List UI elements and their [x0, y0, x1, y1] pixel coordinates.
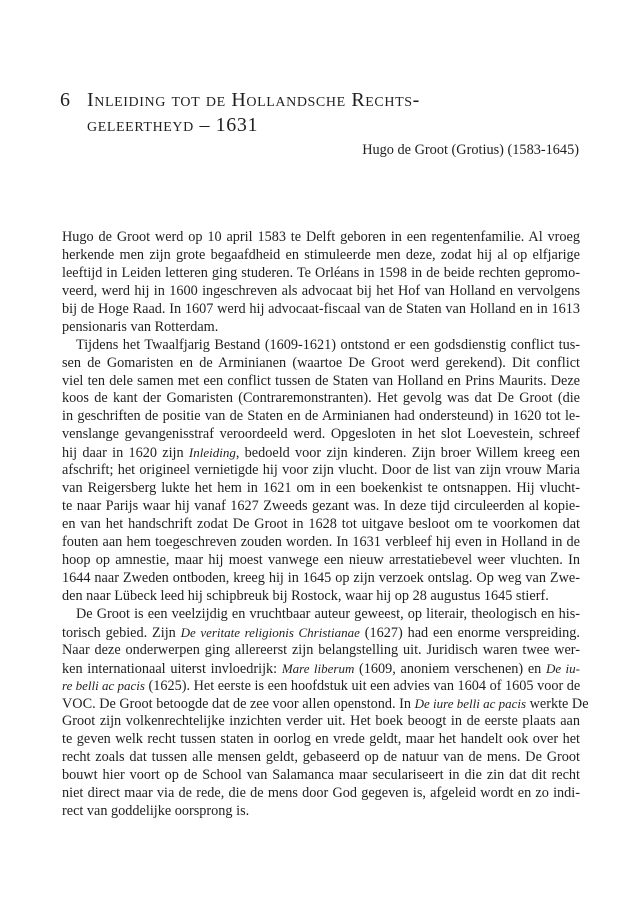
- body-text: [62, 229, 589, 821]
- text-line: pensionaris van Rotterdam.: [62, 318, 219, 335]
- text-line: torisch gebied. Zijn De veritate religionis Christianae (1627) had een enorme verspreiding.: [62, 624, 580, 641]
- italic-title: De iure belli ac pacis: [414, 696, 527, 712]
- chapter-heading: [60, 88, 590, 138]
- text-line: VOC. De Groot betoogde dat de zee voor allen openstond. In De iure belli ac pacis werkte De: [62, 696, 589, 713]
- text-line: van Reigersberg lukte het hem in 1621 om in een boekenkist te ontsnappen. Hij vlucht-: [62, 480, 580, 497]
- text-line: venslange gevangenisstraf veroordeeld werd. Opgesloten in het slot Loevestein, schreef: [62, 426, 580, 443]
- chapter-heading-line-2: [60, 113, 590, 138]
- text-line: te naar Parijs waar hij vanaf 1627 Zweeds gezant was. In deze tijd circuleerden al kopie-: [62, 498, 580, 515]
- text-line: De Groot is een veelzijdig en vruchtbaar auteur geweest, op literair, theologisch en his-: [76, 605, 580, 622]
- text-line: in geschriften de positie van de Staten en de Arminianen had ondersteund) in 1620 tot le-: [62, 408, 580, 425]
- chapter-title-line-1: Inleiding tot de Hollandsche Rechts-: [87, 89, 420, 111]
- paragraph: [62, 337, 580, 606]
- italic-title: De veritate religionis Christianae: [180, 624, 360, 640]
- text-line: rect van goddelijke oorsprong is.: [62, 803, 250, 819]
- text-line: te geven welk recht tussen staten in oorlog en vrede geldt, maar het handelt ook over het: [62, 731, 580, 748]
- text-line: en van het handschrift zodat De Groot in 1628 tot uitgave besloot om te voorkomen dat: [62, 516, 580, 532]
- text-line: re belli ac pacis (1625). Het eerste is een hoofdstuk uit een advies van 1604 of 1605 voor de: [62, 678, 581, 695]
- italic-title: Mare liberum: [281, 660, 355, 676]
- text-line: ken internationaal uiterst invloedrijk: Mare liberum (1609, anoniem verschenen) en De iu-: [62, 660, 580, 677]
- author-attribution: Hugo de Groot (Grotius) (1583-1645): [362, 142, 579, 158]
- paragraph: [62, 229, 580, 337]
- text-line: Hugo de Groot werd op 10 april 1583 te Delft geboren in een regentenfamilie. Al vroeg: [62, 229, 580, 245]
- text-line: sen de Gomaristen en de Arminianen (waartoe De Groot werd gerekend). Dit conflict: [62, 354, 580, 371]
- text-line: Naar deze onderwerpen ging allereerst zijn belangstelling uit. Juridisch waren twee wer-: [62, 641, 580, 658]
- text-line: recht zoals dat tussen alle mensen geldt, gebaseerd op de natuur van de mens. De Groot: [62, 749, 580, 766]
- text-line: koos de kant der Gomaristen (Contraremonstranten). Het gevolg was dat De Groot (die: [62, 390, 580, 407]
- text-line: hoop op amnestie, maar hij moest vanwege een nieuw arrestatiebevel weer vluchten. In: [62, 551, 580, 568]
- italic-title: re belli ac pacis: [62, 678, 145, 694]
- text-line: hij daar in 1620 zijn Inleiding, bedoeld voor zijn kinderen. Zijn broer Willem kreeg een: [62, 445, 581, 462]
- text-line: niet direct maar via de rede, die de mens door God gegeven is, afgeleid wordt en zo indi-: [62, 785, 580, 802]
- text-line: Groot zijn volkenrechtelijke inzichten verder uit. Het boek beoogt in de eerste plaats aan: [62, 713, 580, 730]
- text-line: bij de Hoge Raad. In 1607 werd hij advocaat-fiscaal van de Staten van Holland en in 1613: [62, 300, 580, 317]
- text-line: fouten aan hem toegeschreven zouden worden. In 1631 verbleef hij even in Holland in de: [62, 533, 580, 550]
- text-line: den naar Lübeck leed hij schipbreuk bij Rostock, waar hij op 28 augustus 1645 stierf.: [62, 587, 549, 604]
- text-line: Tijdens het Twaalfjarig Bestand (1609-1621) ontstond er een godsdienstig conflict tus-: [76, 336, 580, 353]
- italic-title: Inleiding: [188, 445, 236, 461]
- text-line: 1644 naar Zweden ontboden, kreeg hij in 1645 op zijn verzoek ontslag. Op weg van Zwe-: [62, 569, 580, 586]
- text-line: leeftijd in Leiden letteren ging studeren. Te Orléans in 1598 in de beide rechten gepromo-: [62, 264, 580, 281]
- text-line: herkende men zijn grote begaafdheid en stimuleerde men deze, zodat hij al op elfjarige: [62, 246, 580, 263]
- text-line: veerd, werd hij in 1600 ingeschreven als advocaat bij het Hof van Holland en vervolgens: [62, 282, 580, 299]
- chapter-heading-line-1: [60, 88, 590, 113]
- text-line: viel ten dele samen met een conflict tussen de Staten van Holland en Prins Maurits. Deze: [62, 372, 580, 389]
- text-line: afschrift; het origineel vernietigde hij voor zijn vlucht. Door de list van zijn vrouw Maria: [62, 462, 580, 479]
- italic-title: De iu-: [546, 660, 580, 676]
- chapter-number: 6: [60, 89, 71, 111]
- text-line: bouwt hier voort op de School van Salamanca maar seculariseert in die zin dat dit recht: [62, 767, 580, 784]
- chapter-title-line-2: geleertheyd – 1631: [87, 114, 259, 136]
- paragraph: [62, 605, 589, 821]
